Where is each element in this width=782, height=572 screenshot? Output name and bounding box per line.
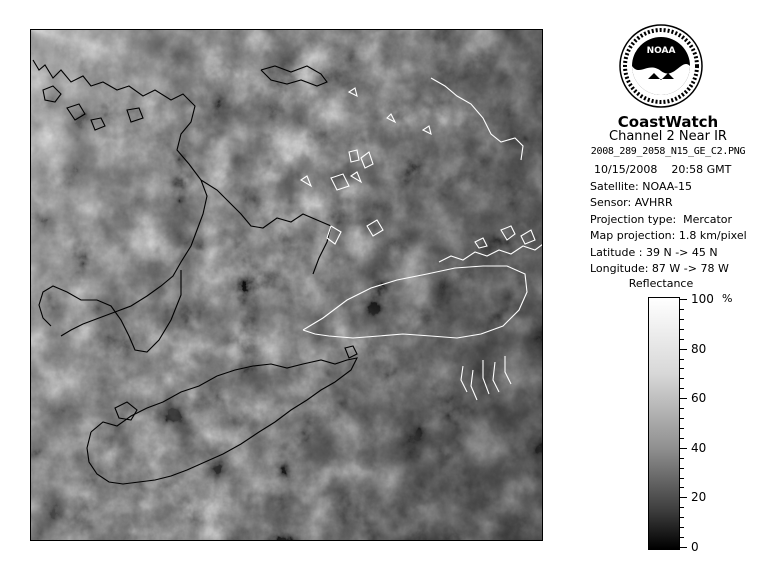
image-filename: 2008_289_2058_N15_GE_C2.PNG	[590, 146, 746, 157]
colorbar-tick-mark	[680, 319, 684, 320]
colorbar-tick-mark	[680, 527, 684, 528]
colorbar-tick-mark	[680, 537, 684, 538]
noaa-seal	[618, 23, 704, 109]
longitude-range: Longitude: 87 W -> 78 W	[590, 262, 729, 275]
legend-title: Reflectance	[628, 277, 694, 290]
reflectance-colorbar	[648, 297, 680, 550]
satellite-label: Satellite: NOAA-15	[590, 180, 693, 193]
latitude-range: Latitude : 39 N -> 45 N	[590, 246, 718, 259]
colorbar-tick-mark	[680, 309, 684, 310]
colorbar-tick-mark	[680, 398, 687, 399]
colorbar-tick-mark	[680, 359, 684, 360]
colorbar-tick-mark	[680, 378, 684, 379]
legend-unit: %	[722, 292, 733, 305]
acquisition-date: 10/15/2008 20:58 GMT	[594, 163, 732, 176]
colorbar-tick-mark	[680, 408, 684, 409]
noaa-logo-text: NOAA	[646, 46, 676, 56]
tick-label-80: 80	[691, 341, 707, 356]
colorbar-tick-mark	[680, 339, 684, 340]
colorbar-tick-mark	[680, 497, 687, 498]
colorbar-tick-mark	[680, 349, 687, 350]
brightness-gradient	[31, 30, 543, 541]
colorbar-tick-mark	[680, 517, 684, 518]
noaa-logo	[618, 23, 704, 109]
colorbar-tick-mark	[680, 428, 684, 429]
projection-type-label: Projection type: Mercator	[590, 213, 733, 226]
colorbar-tick-mark	[680, 507, 684, 508]
channel-title: Channel 2 Near IR	[609, 129, 727, 144]
colorbar-tick-mark	[680, 388, 684, 389]
colorbar-tick-mark	[680, 329, 684, 330]
tick-label-100: 100	[691, 292, 714, 306]
coastwatch-brand: CoastWatch	[617, 113, 719, 131]
colorbar-tick-mark	[680, 418, 684, 419]
colorbar-tick-mark	[680, 478, 684, 479]
map-projection-label: Map projection: 1.8 km/pixel	[590, 229, 747, 242]
colorbar-tick-mark	[680, 448, 687, 449]
satellite-image	[30, 29, 543, 541]
colorbar-tick-mark	[680, 468, 684, 469]
tick-label-20: 20	[691, 490, 707, 505]
colorbar-tick-mark	[680, 438, 684, 439]
colorbar-tick-mark	[680, 368, 684, 369]
tick-label-40: 40	[691, 440, 707, 455]
colorbar-tick-mark	[680, 487, 684, 488]
tick-label-0: 0	[691, 540, 699, 554]
colorbar-tick-mark	[680, 299, 687, 300]
sensor-label: Sensor: AVHRR	[590, 196, 673, 209]
tick-label-60: 60	[691, 391, 707, 406]
reflectance-map	[31, 30, 543, 541]
colorbar-tick-mark	[680, 458, 684, 459]
colorbar-tick-mark	[680, 547, 687, 548]
